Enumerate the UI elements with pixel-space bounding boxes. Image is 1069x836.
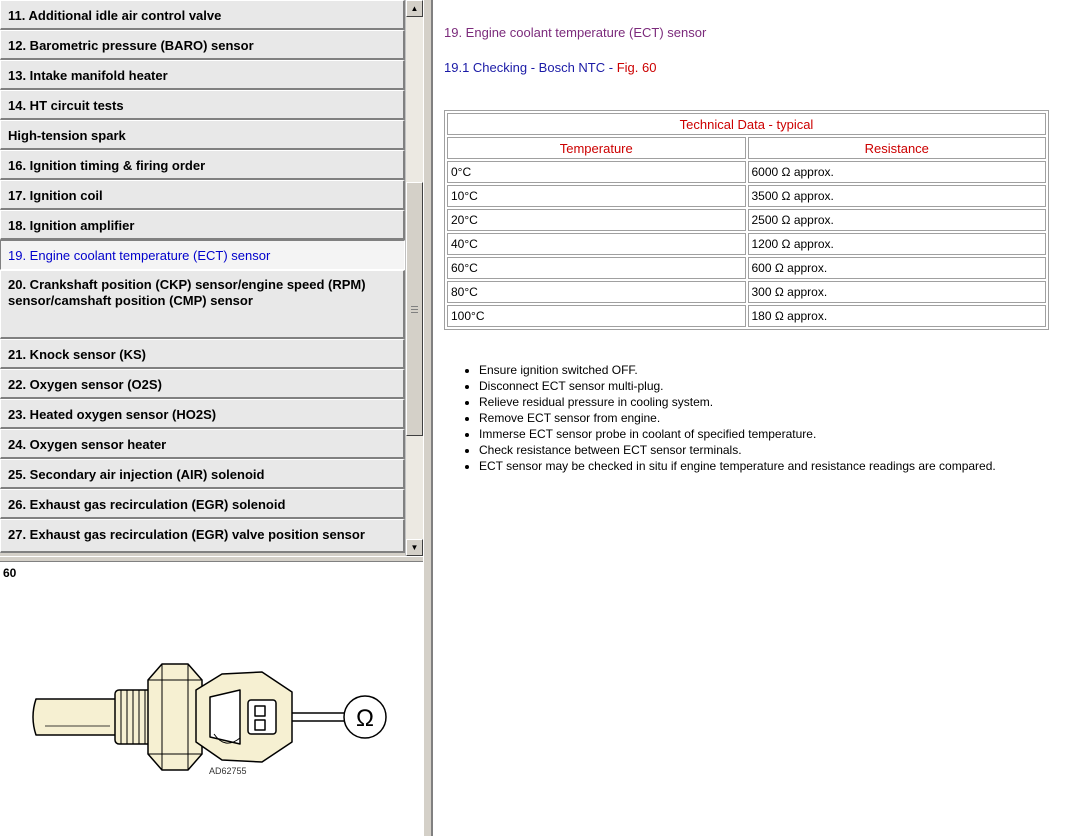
topic-item-12[interactable]: 12. Barometric pressure (BARO) sensor: [0, 30, 405, 60]
list-item: • Disconnect ECT sensor multi-plug.: [479, 378, 996, 394]
technical-data-table: [444, 110, 1049, 330]
topic-list-scrollbar[interactable]: [405, 0, 423, 556]
topic-item-22[interactable]: 22. Oxygen sensor (O2S): [0, 369, 405, 399]
cell-resistance: 600 Ω approx.: [748, 257, 1047, 279]
figure-number: 60: [3, 566, 17, 580]
topic-item-25[interactable]: 25. Secondary air injection (AIR) solenoid: [0, 459, 405, 489]
cell-resistance: 6000 Ω approx.: [748, 161, 1047, 183]
topic-item-24[interactable]: 24. Oxygen sensor heater: [0, 429, 405, 459]
procedure-title: [444, 60, 656, 75]
cell-temperature: 60°C: [447, 257, 746, 279]
procedure-name: 19.1 Checking - Bosch NTC: [444, 60, 606, 75]
topic-item-27[interactable]: 27. Exhaust gas recirculation (EGR) valve position sensor: [0, 519, 405, 553]
cell-resistance: 2500 Ω approx.: [748, 209, 1047, 231]
topic-item-high-tension-spark[interactable]: High-tension spark: [0, 120, 405, 150]
table-row: [447, 257, 1046, 279]
content-pane: [433, 0, 1069, 836]
list-item: • Check resistance between ECT sensor terminals.: [479, 442, 996, 458]
topic-list: [0, 0, 405, 553]
ohm-symbol: Ω: [356, 705, 374, 732]
table-row: [447, 209, 1046, 231]
table-row: [447, 185, 1046, 207]
ect-sensor-illustration: [0, 642, 423, 782]
title-separator: -: [605, 60, 617, 75]
table-row: [447, 281, 1046, 303]
topic-item-17[interactable]: 17. Ignition coil: [0, 180, 405, 210]
scroll-up-button[interactable]: ▲: [406, 0, 423, 17]
table-row: [447, 161, 1046, 183]
topic-item-23[interactable]: 23. Heated oxygen sensor (HO2S): [0, 399, 405, 429]
topic-item-20[interactable]: 20. Crankshaft position (CKP) sensor/engine speed (RPM) sensor/camshaft position (CMP) sensor: [0, 270, 405, 339]
cell-temperature: 20°C: [447, 209, 746, 231]
figure-code: AD62755: [209, 766, 247, 776]
figure-pane: [0, 562, 423, 836]
grip-icon: [411, 306, 418, 313]
cell-resistance: 1200 Ω approx.: [748, 233, 1047, 255]
cell-resistance: 300 Ω approx.: [748, 281, 1047, 303]
procedure-steps: [479, 362, 996, 474]
cell-resistance: 180 Ω approx.: [748, 305, 1047, 327]
list-item: • ECT sensor may be checked in situ if engine temperature and resistance readings are compared.: [479, 458, 996, 474]
cell-temperature: 100°C: [447, 305, 746, 327]
column-header-temperature: Temperature: [447, 137, 746, 159]
table-row: [447, 305, 1046, 327]
scroll-thumb[interactable]: [406, 182, 423, 436]
topic-item-14[interactable]: 14. HT circuit tests: [0, 90, 405, 120]
topic-item-21[interactable]: 21. Knock sensor (KS): [0, 339, 405, 369]
table-row: [447, 233, 1046, 255]
topic-item-16[interactable]: 16. Ignition timing & firing order: [0, 150, 405, 180]
cell-temperature: 0°C: [447, 161, 746, 183]
topic-item-19-active[interactable]: 19. Engine coolant temperature (ECT) sensor: [0, 240, 405, 270]
cell-temperature: 40°C: [447, 233, 746, 255]
column-header-resistance: Resistance: [748, 137, 1047, 159]
list-item: • Remove ECT sensor from engine.: [479, 410, 996, 426]
topic-list-pane: [0, 0, 423, 556]
vertical-splitter[interactable]: [423, 0, 433, 836]
topic-item-18[interactable]: 18. Ignition amplifier: [0, 210, 405, 240]
list-item: • Immerse ECT sensor probe in coolant of specified temperature.: [479, 426, 996, 442]
cell-temperature: 10°C: [447, 185, 746, 207]
table-caption: Technical Data - typical: [447, 113, 1046, 135]
cell-temperature: 80°C: [447, 281, 746, 303]
figure-link[interactable]: Fig. 60: [616, 60, 657, 75]
topic-item-26[interactable]: 26. Exhaust gas recirculation (EGR) solenoid: [0, 489, 405, 519]
topic-item-13[interactable]: 13. Intake manifold heater: [0, 60, 405, 90]
list-item: • Relieve residual pressure in cooling system.: [479, 394, 996, 410]
section-title: 19. Engine coolant temperature (ECT) sensor: [444, 25, 707, 40]
topic-item-11[interactable]: 11. Additional idle air control valve: [0, 0, 405, 30]
list-item: • Ensure ignition switched OFF.: [479, 362, 996, 378]
scroll-down-button[interactable]: ▼: [406, 539, 423, 556]
cell-resistance: 3500 Ω approx.: [748, 185, 1047, 207]
